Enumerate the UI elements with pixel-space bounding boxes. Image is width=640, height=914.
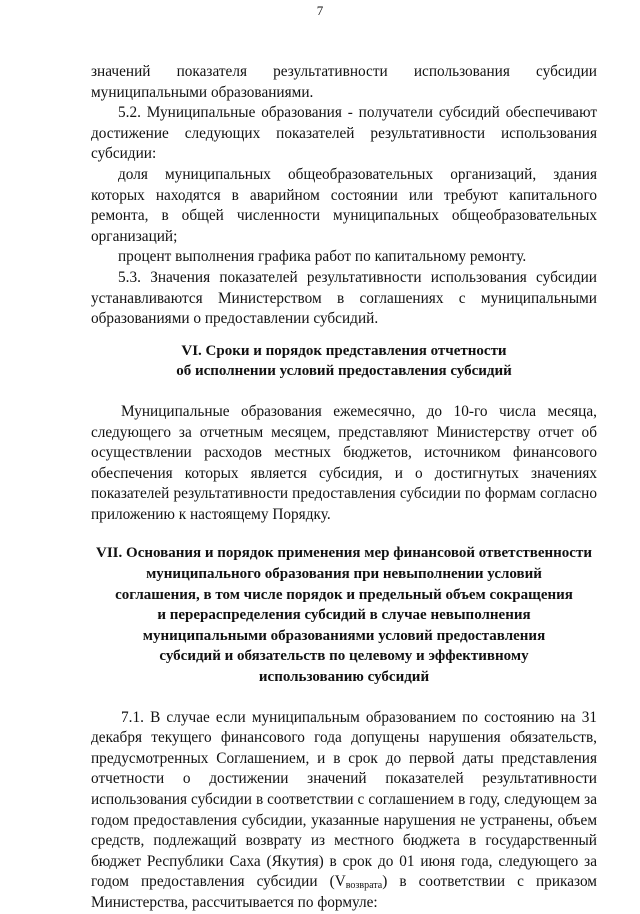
- subscript-vozvrata: возврата: [345, 880, 383, 892]
- paragraph-indicator-2: процент выполнения графика работ по капитальному ремонту.: [118, 248, 527, 266]
- paragraph-7-1-text-end: ) в соответствии с приказом Министерства, рассчитывается по формуле:: [91, 873, 597, 911]
- section-6-heading-line-2: об исполнении условий предоставления субсидий: [176, 363, 512, 380]
- section-7-heading-line-7: использованию субсидий: [258, 669, 430, 686]
- section-7-heading-line-4: и перераспределения субсидий в случае невыполнения: [157, 607, 531, 624]
- paragraph-7-1-text: 7.1. В случае если муниципальным образованием по состоянию на 31 декабря текущего финансового года допущены нарушения обязательств, предусмотренных Соглашением, и в срок до первой даты представления отчетности о достижении значений показателей результативности использования субсидии в соответствии с соглашением в году, следующем за годом предоставления субсидии, указанные нарушения не устранены, объем средств, подлежащий возврату из местного бюджета в государственный бюджет Республики Саха (Якутия) в срок до 01 июня года, следующего за годом предоставления субсидии (V: [91, 708, 597, 891]
- section-7-heading-line-5: муниципальными образованиями условий предоставления: [142, 627, 546, 644]
- spacer: [91, 525, 597, 543]
- spacer: [91, 688, 597, 708]
- section-6-heading: [91, 341, 597, 382]
- spacer: [91, 382, 597, 402]
- section-7-heading-line-1: VII. Основания и порядок применения мер финансовой ответственности: [96, 545, 592, 562]
- paragraph-continuation: значений показателя результативности использования субсидии муниципальными образованиями.: [91, 63, 597, 101]
- section-7-heading-line-3: соглашения, в том числе порядок и предельный объем сокращения: [115, 586, 573, 603]
- paragraph-indicator-1: доля муниципальных общеобразовательных организаций, здания которых находятся в аварийном состоянии или требуют капитального ремонта, в общей численности муниципальных общеобразовательных организаций;: [91, 165, 597, 245]
- spacer: [91, 330, 597, 341]
- section-7-heading-line-2: муниципального образования при невыполнении условий: [146, 566, 542, 583]
- page-number: 7: [316, 3, 324, 18]
- paragraph-7-1: [91, 708, 597, 914]
- paragraph-5-3: 5.3. Значения показателей результативности использования субсидии устанавливаются Министерством в соглашениях с муниципальными образованиями о предоставлении субсидий.: [91, 268, 597, 328]
- section-7-heading: [91, 543, 597, 687]
- section-7-heading-line-6: субсидий и обязательств по целевому и эффективному: [159, 648, 529, 665]
- document-body: [91, 62, 597, 914]
- section-6-heading-line-1: VI. Сроки и порядок представления отчетности: [181, 342, 507, 359]
- paragraph-section-6: Муниципальные образования ежемесячно, до 10-го числа месяца, следующего за отчетным месяцем, представляют Министерству отчет об осуществлении расходов местных бюджетов, источником финансового обеспечения которых является субсидия, и о достигнутых значениях показателей результативности предоставления субсидии по формам согласно приложению к настоящему Порядку.: [91, 402, 597, 523]
- paragraph-5-2: 5.2. Муниципальные образования - получатели субсидий обеспечивают достижение следующих показателей результативности использования субсидии:: [91, 104, 597, 163]
